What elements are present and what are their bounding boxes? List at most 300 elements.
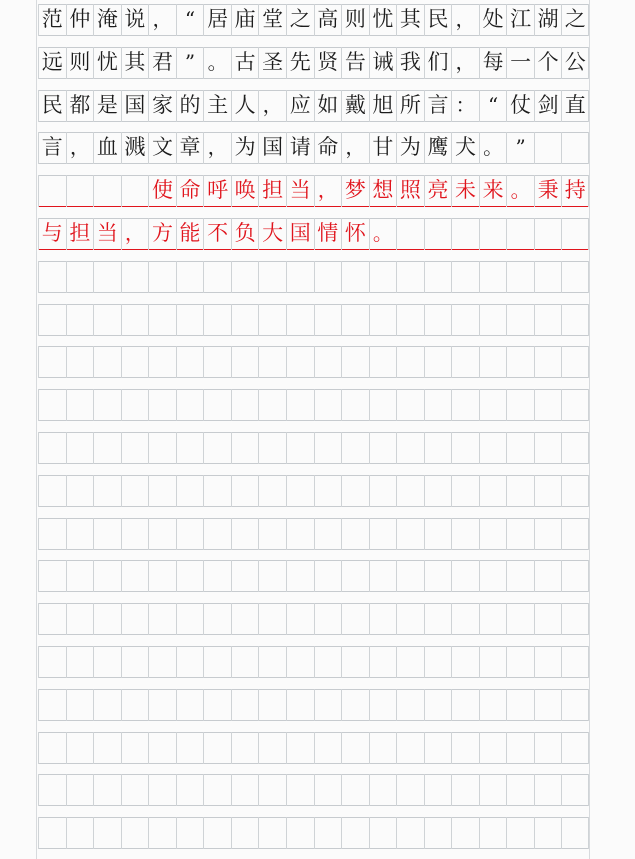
empty-cell — [38, 518, 66, 550]
character-cell: 不 — [203, 218, 231, 250]
empty-cell — [506, 304, 534, 336]
character-cell: 人 — [231, 90, 259, 122]
empty-cell — [231, 646, 259, 678]
empty-cell — [286, 475, 314, 507]
empty-cell — [341, 346, 369, 378]
empty-cell — [258, 646, 286, 678]
empty-cell — [534, 817, 562, 849]
empty-cell — [561, 132, 589, 164]
character-cell: 民 — [424, 4, 452, 36]
empty-cell — [121, 389, 149, 421]
empty-cell — [451, 817, 479, 849]
grid-row — [38, 475, 589, 507]
empty-cell — [396, 261, 424, 293]
empty-cell — [258, 689, 286, 721]
empty-cell — [176, 304, 204, 336]
empty-cell — [148, 774, 176, 806]
empty-cell — [93, 603, 121, 635]
empty-cell — [534, 132, 562, 164]
empty-cell — [231, 732, 259, 764]
empty-cell — [66, 646, 94, 678]
empty-cell — [148, 304, 176, 336]
empty-cell — [396, 732, 424, 764]
empty-cell — [121, 560, 149, 592]
empty-cell — [424, 646, 452, 678]
empty-cell — [424, 432, 452, 464]
empty-cell — [424, 774, 452, 806]
empty-cell — [396, 603, 424, 635]
empty-cell — [231, 389, 259, 421]
empty-cell — [176, 732, 204, 764]
character-cell: 持 — [561, 175, 589, 207]
character-cell: 大 — [258, 218, 286, 250]
grid-row — [38, 432, 589, 464]
empty-cell — [561, 646, 589, 678]
empty-cell — [369, 560, 397, 592]
empty-cell — [506, 346, 534, 378]
empty-cell — [424, 817, 452, 849]
empty-cell — [396, 646, 424, 678]
empty-cell — [231, 817, 259, 849]
empty-cell — [66, 346, 94, 378]
empty-cell — [506, 689, 534, 721]
character-cell: 担 — [66, 218, 94, 250]
character-cell: 古 — [231, 47, 259, 79]
empty-cell — [203, 732, 231, 764]
empty-cell — [93, 389, 121, 421]
character-cell: ” — [506, 132, 534, 164]
empty-cell — [121, 518, 149, 550]
empty-cell — [424, 689, 452, 721]
empty-cell — [38, 646, 66, 678]
character-cell: 。 — [203, 47, 231, 79]
empty-cell — [396, 774, 424, 806]
empty-cell — [148, 389, 176, 421]
character-cell: 言 — [38, 132, 66, 164]
character-cell: 湖 — [534, 4, 562, 36]
empty-cell — [203, 304, 231, 336]
empty-cell — [203, 560, 231, 592]
grid-row — [38, 732, 589, 764]
empty-cell — [451, 518, 479, 550]
empty-cell — [506, 218, 534, 250]
empty-cell — [506, 817, 534, 849]
character-cell: 国 — [121, 90, 149, 122]
empty-cell — [534, 689, 562, 721]
empty-cell — [286, 560, 314, 592]
empty-cell — [506, 475, 534, 507]
character-cell: 其 — [396, 4, 424, 36]
empty-cell — [341, 732, 369, 764]
character-cell: 负 — [231, 218, 259, 250]
character-cell: 。 — [479, 132, 507, 164]
empty-cell — [369, 304, 397, 336]
empty-cell — [176, 817, 204, 849]
empty-cell — [231, 560, 259, 592]
character-cell: 个 — [534, 47, 562, 79]
character-cell: 是 — [93, 90, 121, 122]
empty-cell — [176, 346, 204, 378]
empty-cell — [534, 346, 562, 378]
character-cell: 当 — [93, 218, 121, 250]
empty-cell — [341, 518, 369, 550]
empty-cell — [93, 261, 121, 293]
empty-cell — [286, 646, 314, 678]
character-cell: 鹰 — [424, 132, 452, 164]
empty-cell — [451, 346, 479, 378]
empty-cell — [506, 732, 534, 764]
empty-cell — [148, 689, 176, 721]
empty-cell — [479, 518, 507, 550]
empty-cell — [451, 218, 479, 250]
character-cell: 仲 — [66, 4, 94, 36]
character-cell: 贤 — [314, 47, 342, 79]
empty-cell — [38, 560, 66, 592]
character-cell: 们 — [424, 47, 452, 79]
empty-cell — [341, 646, 369, 678]
empty-cell — [479, 774, 507, 806]
empty-cell — [341, 389, 369, 421]
character-cell: ， — [148, 4, 176, 36]
empty-cell — [479, 475, 507, 507]
empty-cell — [396, 218, 424, 250]
character-cell: 未 — [451, 175, 479, 207]
grid-row — [38, 261, 589, 293]
character-cell: 圣 — [258, 47, 286, 79]
character-cell: 请 — [286, 132, 314, 164]
empty-cell — [369, 689, 397, 721]
empty-cell — [93, 518, 121, 550]
empty-cell — [396, 560, 424, 592]
empty-cell — [424, 346, 452, 378]
empty-cell — [286, 518, 314, 550]
character-cell: 庙 — [231, 4, 259, 36]
character-cell: 言 — [424, 90, 452, 122]
empty-cell — [314, 560, 342, 592]
empty-cell — [424, 389, 452, 421]
empty-cell — [231, 603, 259, 635]
empty-cell — [341, 603, 369, 635]
empty-cell — [203, 518, 231, 550]
empty-cell — [203, 346, 231, 378]
character-cell: 所 — [396, 90, 424, 122]
character-cell: ， — [203, 132, 231, 164]
empty-cell — [341, 304, 369, 336]
character-cell: 梦 — [341, 175, 369, 207]
empty-cell — [121, 689, 149, 721]
character-cell: 文 — [148, 132, 176, 164]
empty-cell — [561, 560, 589, 592]
empty-cell — [176, 689, 204, 721]
empty-cell — [369, 475, 397, 507]
empty-cell — [506, 646, 534, 678]
character-cell: 照 — [396, 175, 424, 207]
empty-cell — [93, 732, 121, 764]
empty-cell — [38, 732, 66, 764]
character-cell: 先 — [286, 47, 314, 79]
empty-cell — [561, 304, 589, 336]
empty-cell — [451, 774, 479, 806]
character-cell: 每 — [479, 47, 507, 79]
empty-cell — [534, 518, 562, 550]
character-cell: ， — [341, 132, 369, 164]
empty-cell — [66, 732, 94, 764]
empty-cell — [561, 518, 589, 550]
empty-cell — [286, 603, 314, 635]
empty-cell — [203, 817, 231, 849]
red-text-line — [38, 175, 589, 207]
character-cell: 远 — [38, 47, 66, 79]
black-text-line — [38, 132, 589, 164]
character-cell: 居 — [203, 4, 231, 36]
empty-cell — [561, 475, 589, 507]
character-cell: 的 — [176, 90, 204, 122]
character-cell: 戴 — [341, 90, 369, 122]
empty-cell — [203, 389, 231, 421]
character-cell: ， — [66, 132, 94, 164]
empty-cell — [176, 432, 204, 464]
character-cell: 犬 — [451, 132, 479, 164]
character-cell: 甘 — [369, 132, 397, 164]
character-cell: ， — [314, 175, 342, 207]
empty-cell — [369, 646, 397, 678]
empty-cell — [93, 304, 121, 336]
character-cell: 我 — [396, 47, 424, 79]
black-text-line — [38, 4, 589, 36]
empty-cell — [203, 261, 231, 293]
empty-cell — [148, 646, 176, 678]
character-cell: 国 — [286, 218, 314, 250]
empty-cell — [231, 475, 259, 507]
character-cell: 诫 — [369, 47, 397, 79]
character-cell: 如 — [314, 90, 342, 122]
empty-cell — [479, 817, 507, 849]
character-cell: 当 — [286, 175, 314, 207]
character-cell: 堂 — [258, 4, 286, 36]
grid-row — [38, 603, 589, 635]
empty-cell — [396, 689, 424, 721]
character-cell: 秉 — [534, 175, 562, 207]
character-cell: 血 — [93, 132, 121, 164]
empty-cell — [66, 817, 94, 849]
character-cell: 江 — [506, 4, 534, 36]
character-cell: 情 — [314, 218, 342, 250]
empty-cell — [286, 304, 314, 336]
grid-row — [38, 518, 589, 550]
empty-cell — [66, 304, 94, 336]
character-cell: 应 — [286, 90, 314, 122]
empty-cell — [121, 304, 149, 336]
empty-cell — [121, 475, 149, 507]
empty-cell — [479, 646, 507, 678]
character-cell: 告 — [341, 47, 369, 79]
empty-cell — [38, 261, 66, 293]
grid-row — [38, 689, 589, 721]
empty-cell — [534, 389, 562, 421]
empty-cell — [203, 432, 231, 464]
empty-cell — [424, 218, 452, 250]
empty-cell — [314, 646, 342, 678]
empty-cell — [506, 774, 534, 806]
empty-cell — [479, 346, 507, 378]
empty-cell — [561, 689, 589, 721]
character-cell: 。 — [506, 175, 534, 207]
empty-cell — [258, 560, 286, 592]
empty-cell — [396, 389, 424, 421]
empty-cell — [506, 560, 534, 592]
empty-cell — [231, 432, 259, 464]
empty-cell — [38, 689, 66, 721]
empty-cell — [93, 175, 121, 207]
character-cell: 章 — [176, 132, 204, 164]
empty-cell — [93, 646, 121, 678]
empty-cell — [258, 774, 286, 806]
empty-cell — [258, 261, 286, 293]
empty-cell — [38, 817, 66, 849]
empty-cell — [479, 218, 507, 250]
empty-cell — [121, 261, 149, 293]
grid-row — [38, 304, 589, 336]
right-margin-line — [589, 0, 590, 859]
empty-cell — [451, 646, 479, 678]
empty-cell — [148, 475, 176, 507]
empty-cell — [66, 432, 94, 464]
character-cell: 高 — [314, 4, 342, 36]
character-cell: 剑 — [534, 90, 562, 122]
grid-row — [38, 817, 589, 849]
empty-cell — [203, 475, 231, 507]
empty-cell — [396, 432, 424, 464]
empty-cell — [534, 432, 562, 464]
character-cell: 之 — [561, 4, 589, 36]
empty-cell — [506, 261, 534, 293]
character-cell: “ — [479, 90, 507, 122]
character-cell: 为 — [231, 132, 259, 164]
character-cell: ： — [451, 90, 479, 122]
empty-cell — [369, 518, 397, 550]
left-margin-line — [36, 0, 37, 859]
empty-cell — [314, 304, 342, 336]
character-cell: 则 — [66, 47, 94, 79]
empty-cell — [231, 304, 259, 336]
empty-cell — [561, 732, 589, 764]
empty-cell — [506, 603, 534, 635]
empty-cell — [534, 560, 562, 592]
character-cell: 忧 — [93, 47, 121, 79]
empty-cell — [506, 389, 534, 421]
empty-cell — [176, 261, 204, 293]
empty-cell — [286, 432, 314, 464]
empty-cell — [148, 261, 176, 293]
character-cell: 与 — [38, 218, 66, 250]
empty-cell — [369, 261, 397, 293]
character-cell: ” — [176, 47, 204, 79]
empty-cell — [258, 603, 286, 635]
empty-cell — [38, 389, 66, 421]
empty-cell — [424, 518, 452, 550]
empty-cell — [66, 175, 94, 207]
empty-cell — [534, 261, 562, 293]
character-cell: 为 — [396, 132, 424, 164]
character-cell: 国 — [258, 132, 286, 164]
empty-cell — [369, 732, 397, 764]
empty-cell — [286, 389, 314, 421]
character-cell: 呼 — [203, 175, 231, 207]
empty-cell — [534, 774, 562, 806]
empty-cell — [38, 304, 66, 336]
empty-cell — [121, 732, 149, 764]
character-cell: 。 — [369, 218, 397, 250]
empty-cell — [451, 475, 479, 507]
character-cell: 亮 — [424, 175, 452, 207]
empty-cell — [258, 304, 286, 336]
empty-cell — [341, 560, 369, 592]
empty-cell — [479, 432, 507, 464]
empty-cell — [561, 218, 589, 250]
empty-cell — [148, 560, 176, 592]
empty-cell — [396, 817, 424, 849]
empty-cell — [396, 475, 424, 507]
empty-cell — [341, 774, 369, 806]
grid-row — [38, 774, 589, 806]
empty-cell — [258, 432, 286, 464]
empty-cell — [66, 389, 94, 421]
empty-cell — [341, 689, 369, 721]
empty-cell — [121, 346, 149, 378]
empty-cell — [341, 475, 369, 507]
empty-cell — [176, 774, 204, 806]
empty-cell — [314, 774, 342, 806]
red-text-line — [38, 218, 589, 250]
character-cell: 直 — [561, 90, 589, 122]
empty-cell — [38, 432, 66, 464]
character-cell: 公 — [561, 47, 589, 79]
empty-cell — [203, 774, 231, 806]
character-cell: 怀 — [341, 218, 369, 250]
empty-cell — [506, 432, 534, 464]
empty-cell — [148, 346, 176, 378]
empty-cell — [148, 817, 176, 849]
empty-cell — [314, 432, 342, 464]
empty-cell — [93, 774, 121, 806]
character-cell: 命 — [176, 175, 204, 207]
empty-cell — [341, 432, 369, 464]
empty-cell — [396, 518, 424, 550]
empty-cell — [231, 261, 259, 293]
empty-cell — [121, 817, 149, 849]
character-cell: 民 — [38, 90, 66, 122]
empty-cell — [66, 518, 94, 550]
empty-cell — [479, 304, 507, 336]
character-cell: 溅 — [121, 132, 149, 164]
empty-cell — [258, 346, 286, 378]
empty-cell — [479, 389, 507, 421]
character-cell: ， — [451, 4, 479, 36]
empty-cell — [314, 346, 342, 378]
empty-cell — [479, 732, 507, 764]
empty-cell — [66, 475, 94, 507]
empty-cell — [561, 603, 589, 635]
character-cell: 一 — [506, 47, 534, 79]
empty-cell — [451, 304, 479, 336]
character-cell: ， — [121, 218, 149, 250]
character-cell: 能 — [176, 218, 204, 250]
character-cell: 旭 — [369, 90, 397, 122]
empty-cell — [561, 432, 589, 464]
empty-cell — [479, 560, 507, 592]
character-cell: 都 — [66, 90, 94, 122]
empty-cell — [314, 817, 342, 849]
